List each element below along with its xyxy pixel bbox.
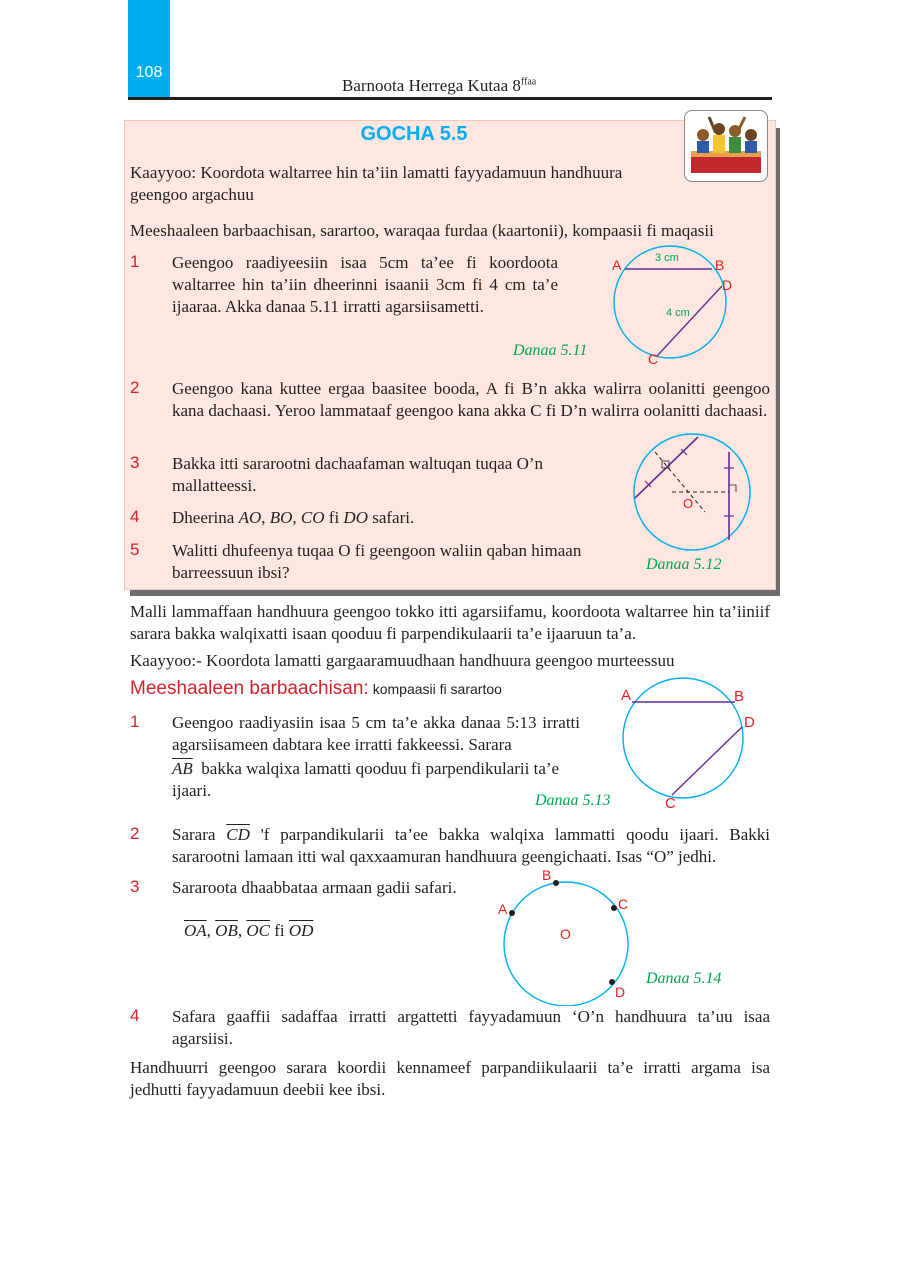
fig514-label-c: C — [618, 896, 629, 912]
fig514-point-b — [553, 880, 559, 886]
step-number: 3 — [130, 453, 140, 472]
header-rule — [128, 97, 772, 100]
fig514-point-c — [611, 905, 617, 911]
step-text-continued: $\overline{AB}$ bakka walqixa lamatti qooduu fi parpendikularii ta’e ijaari. — [172, 759, 560, 800]
fig514-point-a — [509, 910, 515, 916]
step-text: Sararoota dhaabbataa armaan gadii safari. — [172, 878, 457, 897]
step-text: Walitti dhufeenya tuqaa O fi geengoon waliin qaban himaan barreessuun ibsi? — [172, 541, 582, 582]
figure-5-13 — [616, 676, 766, 816]
page-number-tab — [128, 0, 170, 100]
fig513-label-c: C — [665, 795, 676, 812]
step-number: 4 — [130, 1006, 140, 1025]
fig511-length-ab: 3 cm — [655, 252, 679, 264]
objective-two: Kaayyoo:- Koordota lamatti gargaaramuudhaan handhuura geengoo murteessuu — [130, 651, 675, 670]
fig514-label-o: O — [560, 926, 571, 942]
step-text: Safara gaaffii sadaffaa irratti argattetti fayyadamuun ‘O’n handhuura ta’uu isaa agarsiisi. — [172, 1007, 770, 1048]
activity-materials: Meeshaaleen barbaachisan, sarartoo, waraqaa furdaa (kaartonii), kompaasii fi maqasii — [130, 221, 714, 240]
running-title: Barnoota Herrega Kutaa $8^{ffaa}$ — [342, 76, 537, 95]
fig513-label-a: A — [621, 687, 632, 704]
fig511-label-c: C — [648, 351, 659, 367]
fig512-circle — [634, 434, 750, 550]
students-illustration — [684, 110, 768, 182]
page-number: 108 — [135, 64, 163, 81]
fig511-label-d: D — [722, 277, 733, 293]
fig511-caption: Danaa 5.11 — [513, 342, 588, 359]
segments-list: $\overline{OA}$, $\overline{OB}$, $\overline{OC}$ fi $\overline{OD}$ — [184, 921, 314, 940]
step-number: 2 — [130, 378, 140, 397]
fig511-length-cd: 4 cm — [666, 307, 690, 319]
fig511-label-b: B — [715, 257, 725, 273]
step-text: Geengoo raadiyasiin isaa 5 cm ta’e akka danaa 5:13 irratti agarsiisameen dabtara kee irratti fakkeessi. Sarara — [172, 713, 580, 754]
fig514-label-a: A — [498, 901, 508, 917]
step-number: 1 — [130, 712, 140, 731]
step-text: Dheerina AO, BO, CO fi DO safari. — [172, 508, 415, 527]
fig514-label-d: D — [615, 984, 626, 1000]
closing-paragraph: Handhuurri geengoo sarara koordii kennameef parpandiikulaarii ta’e irratti argama isa jedhutti fayyadamuun deebii kee ibsi. — [130, 1058, 770, 1099]
fig514-caption: Danaa 5.14 — [646, 970, 722, 987]
step-text: Bakka itti sararootni dachaafaman waltuqan tuqaa O’n mallatteessi. — [172, 454, 544, 495]
step-number: 3 — [130, 877, 140, 896]
fig513-chord-cd — [672, 727, 742, 795]
paragraph-method-two: Malli lammaffaan handhuura geengoo tokko itti agarsiifamu, koordoota waltarree hin ta’iiniif sarara bakka walqixatti isaan qooduu fi parpendikulaarii ta’e ijaaruun ta’a. — [130, 602, 770, 643]
fig513-label-b: B — [734, 688, 745, 705]
fig511-label-a: A — [612, 257, 622, 273]
figure-5-12 — [625, 428, 760, 556]
figure-5-14 — [496, 866, 642, 1006]
activity-title: GOCHA 5.5 — [360, 123, 468, 145]
step-number: 1 — [130, 252, 140, 271]
step-number: 5 — [130, 540, 140, 559]
fig513-caption: Danaa 5.13 — [535, 792, 611, 809]
materials-line: Meeshaaleen barbaachisan: kompaasii fi sarartoo — [130, 678, 502, 699]
step-text: Geengoo raadiyeesiin isaa 5cm ta’ee fi koordoota waltarree hin ta’iin dheerinni isaanii 3cm fi 4 cm ta’e ijaaraa. Akka danaa 5.11 irratti agarsiisametti. — [172, 253, 558, 316]
fig512-right-angle-2 — [729, 485, 736, 492]
fig513-label-d: D — [744, 714, 755, 731]
activity-objective: Kaayyoo: Koordota waltarree hin ta’iin lamatti fayyadamuun handhuura geengoo argachuu — [130, 163, 623, 204]
fig512-chord-1 — [635, 437, 698, 498]
figure-5-11 — [600, 244, 750, 372]
step-text: Geengoo kana kuttee ergaa baasitee booda, A fi B’n akka walirra oolanitti geengoo kana dachaasi. Yeroo lammataaf geengoo kana akka C fi D’n walirra oolanitti dachaasi. — [172, 379, 770, 420]
fig512-label-o: O — [683, 496, 694, 511]
fig514-circle — [504, 882, 628, 1006]
fig514-label-b: B — [542, 867, 552, 883]
fig513-circle — [623, 678, 743, 798]
fig511-chord-cd — [657, 286, 722, 356]
step-text: Sarara $\overline{CD}$ 'f parpandikularii ta’ee bakka walqixa lammatti qoodu ijaari. Bakki sararootni lamaan itti wal qaxxaamuran handhuura geengichaati. Isas “O” jedhi. — [172, 825, 770, 866]
step-number: 4 — [130, 507, 140, 526]
step-number: 2 — [130, 824, 140, 843]
fig512-caption: Danaa 5.12 — [646, 556, 722, 573]
